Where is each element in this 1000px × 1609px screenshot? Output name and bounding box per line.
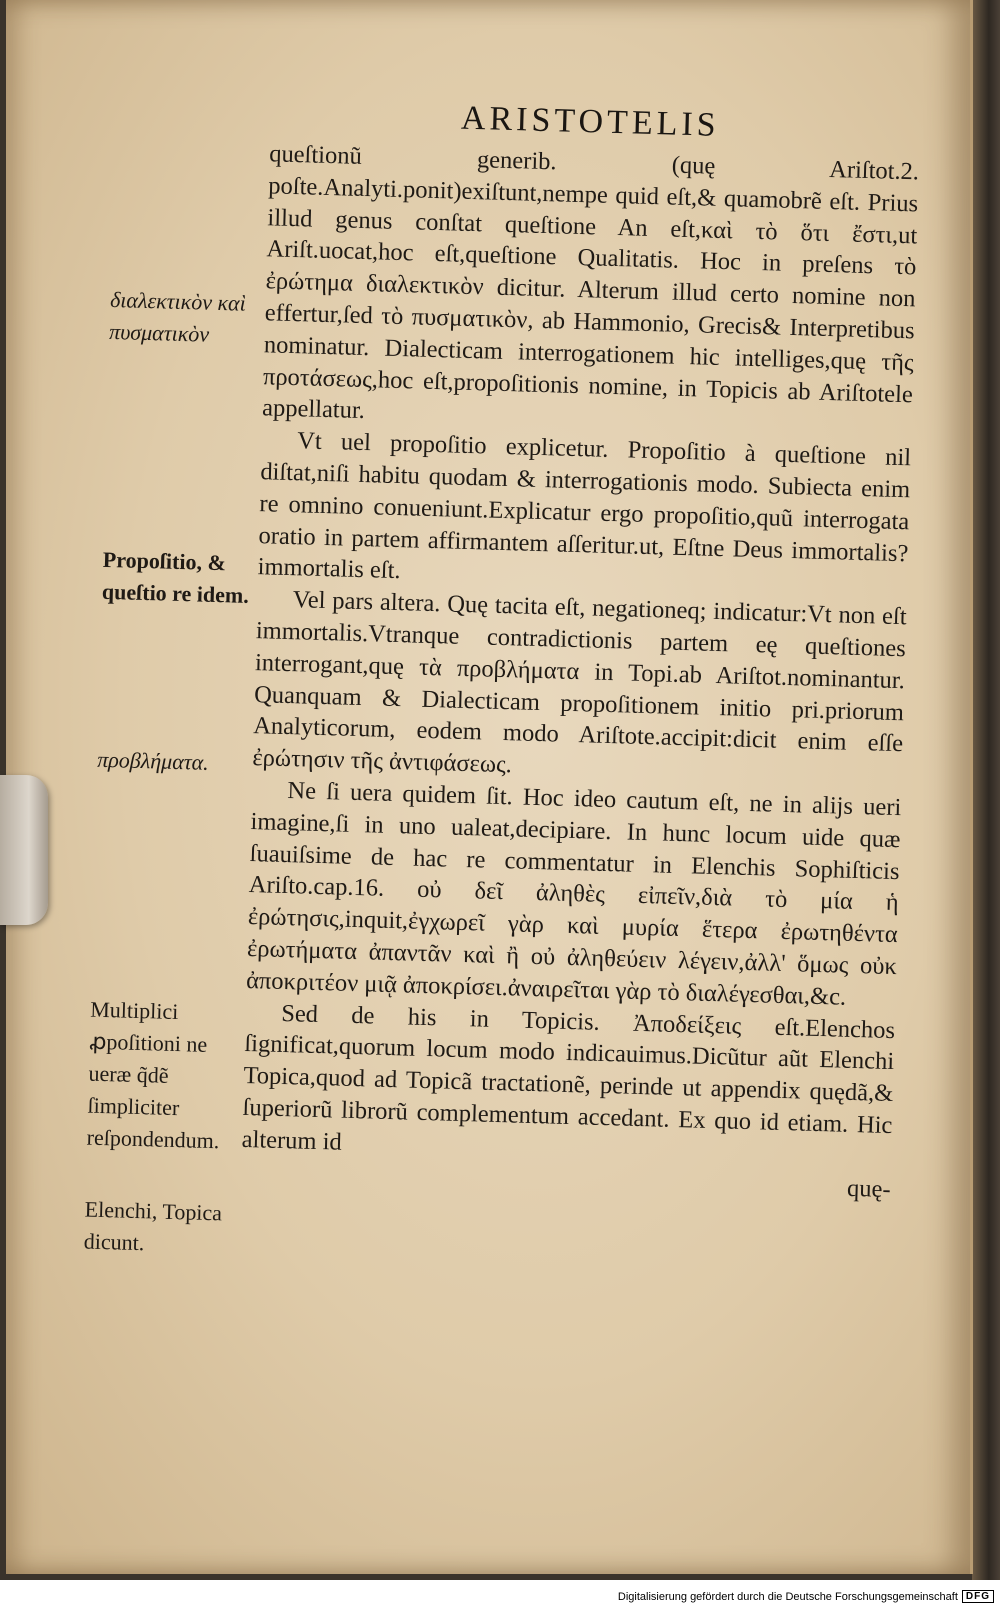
dfg-logo: DFG bbox=[962, 1590, 994, 1603]
margin-column bbox=[83, 134, 269, 1256]
main-text-column bbox=[240, 138, 919, 1205]
margin-note-elenchi: Elenchi, Topica dicunt. bbox=[83, 1196, 223, 1256]
paragraph-2: Vt uel propoſitio explicetur. Propoſitio à queſtione nil diſtat,niſi habitu quodam & interrogationis modo. Subiecta enim re omnino conueniunt.Explicatur ergo propoſitio,quũ interrogata oratio in partem affirmantem aſſeritur.ut, Eſtne Deus immortalis?immortalis eſt. bbox=[257, 427, 912, 585]
margin-note-dialectic: διαλεκτικὸν καὶ πυσματικὸν bbox=[108, 286, 247, 347]
book-page bbox=[6, 0, 973, 1574]
page-content bbox=[83, 90, 945, 1256]
margin-note-propositio: Propoſitio, & queſtio re idem. bbox=[101, 546, 250, 608]
running-title: ARISTOTELIS bbox=[460, 99, 721, 144]
margin-note-problemata: προβλήματα. bbox=[96, 746, 210, 775]
paragraph-3: Vel pars altera. Quę tacita eſt, negationeq; indicatur:Vt non eſt immortalis.Vtranque contradictionis partem eę queſtiones interrogant,quę τὰ προβλήματα in Topi.ab Ariſtot.nominantur. Quanquam & Dialecticam propoſitionem initio pri.priorum Analyticorum, eodem modo Ariſtote.accipit:dicit enim eſſe ἐρώτησιν τῆς ἀντιφάσεως. bbox=[252, 586, 907, 779]
clasp bbox=[0, 775, 48, 925]
paragraph-1: queſtionũ generib. (quę Ariſtot.2. poſte.Analyti.ponit)exiſtunt,nempe quid eſt,& quamobrẽ eſt. Prius illud genus conſtat queſtione An eſt,καὶ τὸ ὅτι ἔστι,ut Ariſt.uocat,hoc eſt,queſtione Qualitatis. Hoc in preſens τὸ ἐρώτημα διαλεκτικὸν dicitur. Alterum illud certo nomine non effertur,ſed τὸ πυσματικὸν, ab Hammonio, Grecis& Interpretibus nominatur. Dialecticam interrogationem hic intelliges,quę τῆς προτάσεως,hoc eſt,propoſitionis nomine, in Topicis ab Ariſtotele appellatur. bbox=[261, 140, 920, 425]
footer-credit bbox=[618, 1590, 994, 1603]
footer-credit-text: Digitalisierung gefördert durch die Deutsche Forschungsgemeinschaft bbox=[617, 1590, 958, 1603]
margin-note-multiplici: Multiplici ꝓpoſitioni ne ueræ q̃dẽ ſimpliciter reſpondendum. bbox=[86, 996, 220, 1154]
book-edge bbox=[972, 0, 1000, 1580]
paragraph-5: Sed de his in Topicis. Ἀποδείξεις eſt.Elenchos ſignificat,quorum locum modo indicauimus.Dicũtur aũt Elenchi Topica,quod ad Topicã tractationẽ, perinde ut appendix quędã,& ſuperiorũ librorũ complementum accedant. Ex quo id etiam. Hic alterum id bbox=[241, 999, 896, 1156]
catchword: quę- bbox=[846, 1174, 891, 1203]
paragraph-4: Ne ſi uera quidem ſit. Hoc ideo cautum eſt, ne in alijs ueri imagine,ſi in uno ualeat,decipiare. In hunc locum uide quæ ſuauiſsime de hac re commentatur in Elenchis Sophiſticis Ariſto.cap.16. οὐ δεῖ ἀληθὲς εἰπεῖν,διὰ τὸ μία ἡ ἐρώτησις,inquit,ἐγχωρεῖ γὰρ καὶ μυρία ἕτερα ἐρωτηθέντα ἐρωτήματα ἀπαντᾶν καὶ ἢ οὐ ἀληθεύειν λέγειν,ἀλλ' ὅμως οὐκ ἀποκριτέον μιᾷ ἀποκρίσει.ἀναιρεῖται γὰρ τὸ διαλέγεσθαι,&c. bbox=[245, 777, 902, 1011]
